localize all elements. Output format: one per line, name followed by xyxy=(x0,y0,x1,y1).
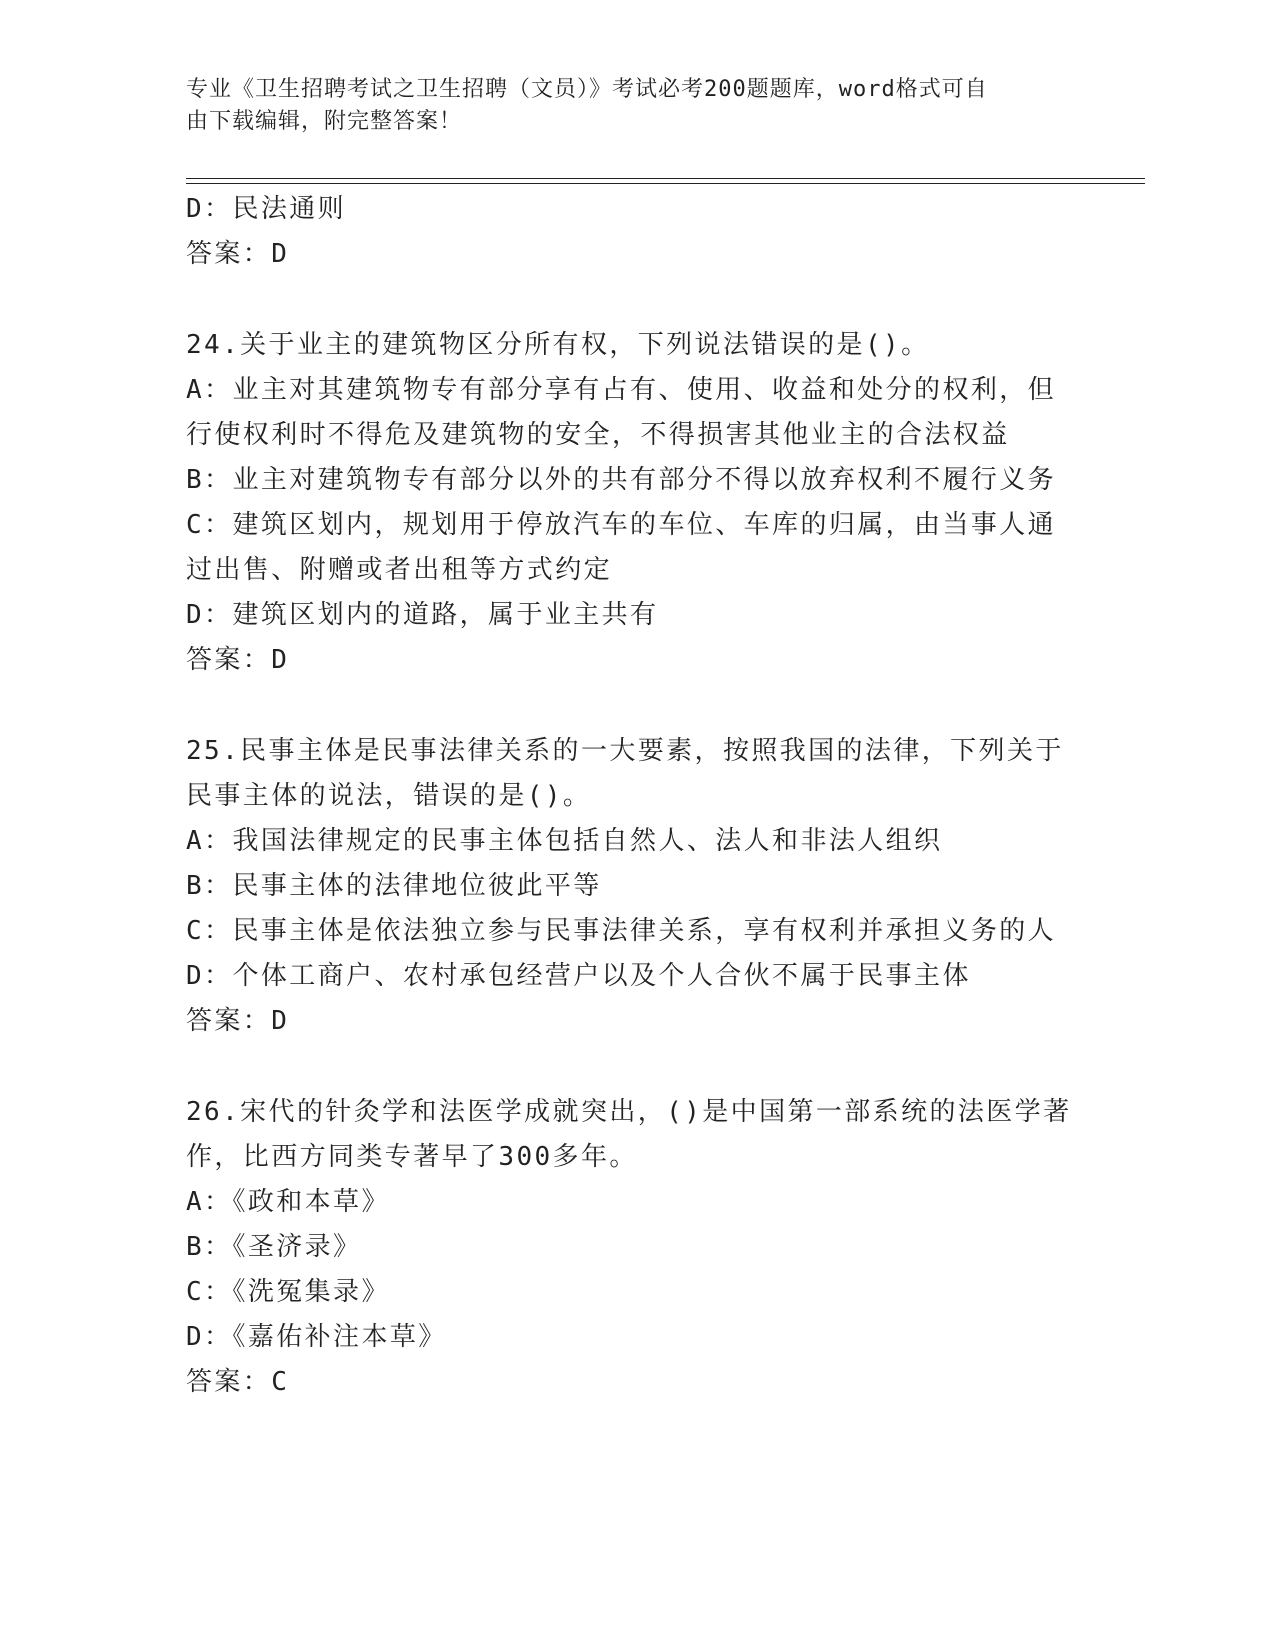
option-a: A：业主对其建筑物专有部分享有占有、使用、收益和处分的权利，但 xyxy=(186,375,1057,405)
option-c: C：《洗冤集录》 xyxy=(186,1277,390,1307)
option-c: C：民事主体是依法独立参与民事法律关系，享有权利并承担义务的人 xyxy=(186,916,1057,946)
option-d: D：建筑区划内的道路，属于业主共有 xyxy=(186,600,659,630)
page-header xyxy=(186,74,1066,138)
option-a-cont: 行使权利时不得危及建筑物的安全，不得损害其他业主的合法权益 xyxy=(186,420,1010,450)
question-stem: 25.民事主体是民事法律关系的一大要素，按照我国的法律，下列关于 xyxy=(186,736,1064,766)
option-d: D：《嘉佑补注本草》 xyxy=(186,1322,447,1352)
question-stem-cont: 作，比西方同类专著早了300多年。 xyxy=(186,1142,638,1172)
answer: 答案：D xyxy=(186,239,290,269)
spacer xyxy=(186,1044,1086,1090)
option-d: D：民法通则 xyxy=(186,194,347,224)
option-b: B：《圣济录》 xyxy=(186,1232,362,1262)
spacer xyxy=(186,277,1086,323)
question-stem-cont: 民事主体的说法，错误的是()。 xyxy=(186,781,592,811)
question-stem: 26.宋代的针灸学和法医学成就突出，()是中国第一部系统的法医学著 xyxy=(186,1097,1072,1127)
option-a: A：我国法律规定的民事主体包括自然人、法人和非法人组织 xyxy=(186,826,943,856)
header-rule-top xyxy=(186,178,1145,179)
option-b: B：民事主体的法律地位彼此平等 xyxy=(186,871,602,901)
option-c-cont: 过出售、附赠或者出租等方式约定 xyxy=(186,555,613,585)
answer: 答案：C xyxy=(186,1367,290,1397)
option-c: C：建筑区划内，规划用于停放汽车的车位、车库的归属，由当事人通 xyxy=(186,510,1057,540)
question-stem: 24.关于业主的建筑物区分所有权，下列说法错误的是()。 xyxy=(186,330,930,360)
question-24 xyxy=(186,323,1086,683)
answer: 答案：D xyxy=(186,1006,290,1036)
question-25 xyxy=(186,729,1086,1044)
question-list xyxy=(186,187,1086,1405)
answer: 答案：D xyxy=(186,645,290,675)
option-a: A：《政和本草》 xyxy=(186,1187,390,1217)
option-d: D：个体工商户、农村承包经营户以及个人合伙不属于民事主体 xyxy=(186,961,971,991)
question-26 xyxy=(186,1090,1086,1405)
spacer xyxy=(186,683,1086,729)
question-23-tail xyxy=(186,187,1086,277)
header-rule-bottom xyxy=(186,183,1145,184)
header-line-2: 由下载编辑，附完整答案！ xyxy=(186,109,463,134)
header-line-1: 专业《卫生招聘考试之卫生招聘（文员）》考试必考200题题库，word格式可自 xyxy=(186,77,988,102)
option-b: B：业主对建筑物专有部分以外的共有部分不得以放弃权利不履行义务 xyxy=(186,465,1057,495)
